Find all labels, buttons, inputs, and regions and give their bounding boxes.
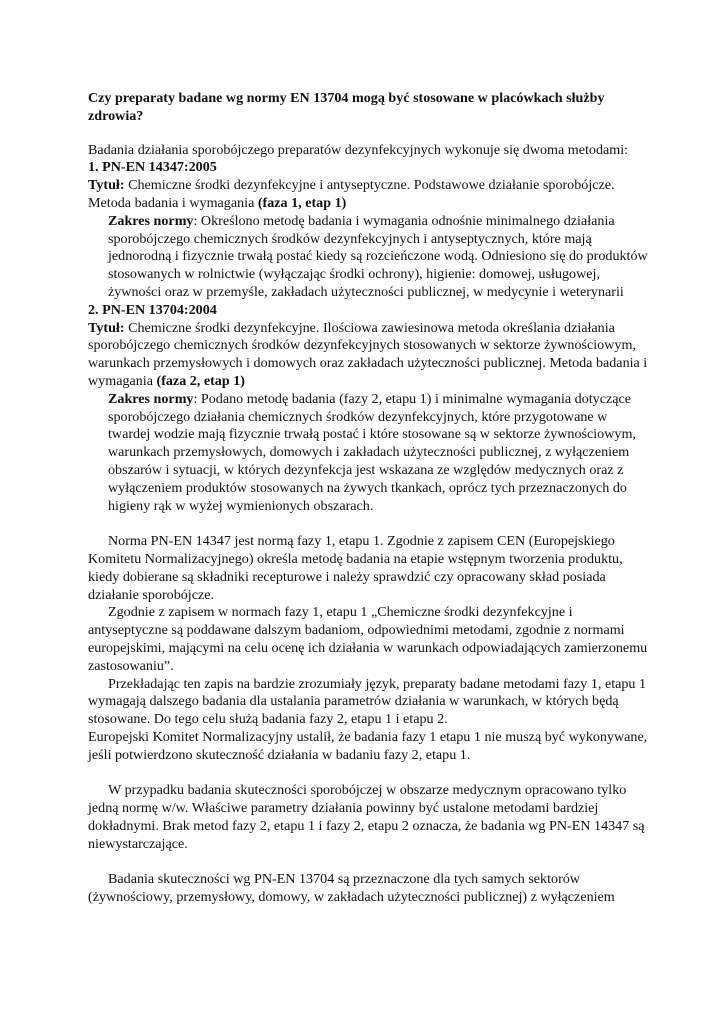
method2-title: Tytuł: Chemiczne środki dezynfekcyjne. Ilościowa zawiesinowa metoda określania działania sporobójczego chemicznych środków dezynfekcyjnych stosowanych w sektorze żywnościowym, warunkach przemysłowych i domowych oraz zakładach użyteczności publicznej. Metoda badania i wymagania (faza 2, etap 1) <box>88 319 648 389</box>
method2-title-label: Tytuł: <box>88 319 125 336</box>
paragraph-6: Badania skuteczności wg PN-EN 13704 są przeznaczone dla tych samych sektorów (żywnościowy, przemysłowy, domowy, w zakładach użyteczności publicznej) z wyłączeniem <box>88 871 615 906</box>
method2-scope-label: Zakres normy <box>108 390 194 407</box>
method1-scope-label: Zakres normy <box>108 212 194 229</box>
paragraph-4: Europejski Komitet Normalizacyjny ustalił, że badania fazy 1 etapu 1 nie muszą być wykonywane, jeśli potwierdzono skuteczność działania w badaniu fazy 2, etapu 1. <box>88 728 648 763</box>
document-page <box>88 90 648 907</box>
paragraph-5: W przypadku badania skuteczności sporobójczej w obszarze medycznym opracowano tylko jedną normę w/w. Właściwe parametry działania powinny być ustalone metodami bardziej dokładnymi. Brak metod fazy 2, etapu 1 i fazy 2, etapu 2 oznacza, że badania wg PN-EN 14347 są niewystarczające. <box>88 782 645 852</box>
method1-title: Tytuł: Chemiczne środki dezynfekcyjne i antyseptyczne. Podstawowe działanie sporobójcze. Metoda badania i wymagania (faza 1, etap 1) <box>88 177 615 211</box>
method1-scope: Zakres normy: Określono metodę badania i wymagania odnośnie minimalnego działania sporobójczego chemicznych środków dezynfekcyjnych i antyseptycznych, które mają jednorodną i fizycznie trwałą postać kiedy są rozcieńczone wodą. Odniesiono się do produktów stosowanych w rolnictwie (wyłączając środki ochrony), higienie: domowej, usługowej, żywności oraz w przemyśle, zakładach użyteczności publicznej, w medycynie i weterynarii <box>108 212 648 300</box>
method1-title-label: Tytuł: <box>88 177 125 194</box>
document-title: Czy preparaty badane wg normy EN 13704 mogą być stosowane w placówkach służby zdrowia? <box>88 90 605 124</box>
paragraph-1: Norma PN-EN 14347 jest normą fazy 1, etapu 1. Zgodnie z zapisem CEN (Europejskiego Komitetu Normalizacyjnego) określa metodę badania na etapie wstępnym tworzenia produktu, kiedy dobierane są składniki recepturowe i należy sprawdzić czy opracowany skład posiada działanie sporobójcze. <box>88 533 623 603</box>
method2-scope: Zakres normy: Podano metodę badania (fazy 2, etapu 1) i minimalne wymagania dotyczące sporobójczego działania chemicznych środków dezynfekcyjnych, które przygotowane w twardej wodzie mają fizycznie trwałą postać i które stosowane są w sektorze żywnościowym, warunkach przemysłowych, domowych i zakładach użyteczności publicznej, z wyłączeniem obszarów i sytuacji, w których dezynfekcja jest wskazana ze względów medycznych oraz z wyłączeniem produktów stosowanych na żywych tkankach, oprócz tych przeznaczonych do higieny rąk w wyżej wymienionych obszarach. <box>108 390 636 514</box>
method2-heading: 2. PN-EN 13704:2004 <box>88 301 217 318</box>
method1-heading: 1. PN-EN 14347:2005 <box>88 159 217 176</box>
paragraph-3: Przekładając ten zapis na bardzie zrozumiały język, preparaty badane metodami fazy 1, etapu 1 wymagają dalszego badania dla ustalania parametrów działania w warunkach, w których będą stosowane. Do tego celu służą badania fazy 2, etapu 1 i etapu 2. <box>88 675 647 728</box>
intro-paragraph: Badania działania sporobójczego preparatów dezynfekcyjnych wykonuje się dwoma metodami: <box>88 141 629 158</box>
paragraph-2: Zgodnie z zapisem w normach fazy 1, etapu 1 „Chemiczne środki dezynfekcyjne i antyseptyczne są poddawane dalszym badaniom, odpowiednimi metodami, zgodnie z normami europejskimi, mającymi na celu ocenę ich działania w warunkach odpowiadających zamierzonemu zastosowaniu”. <box>88 604 648 674</box>
